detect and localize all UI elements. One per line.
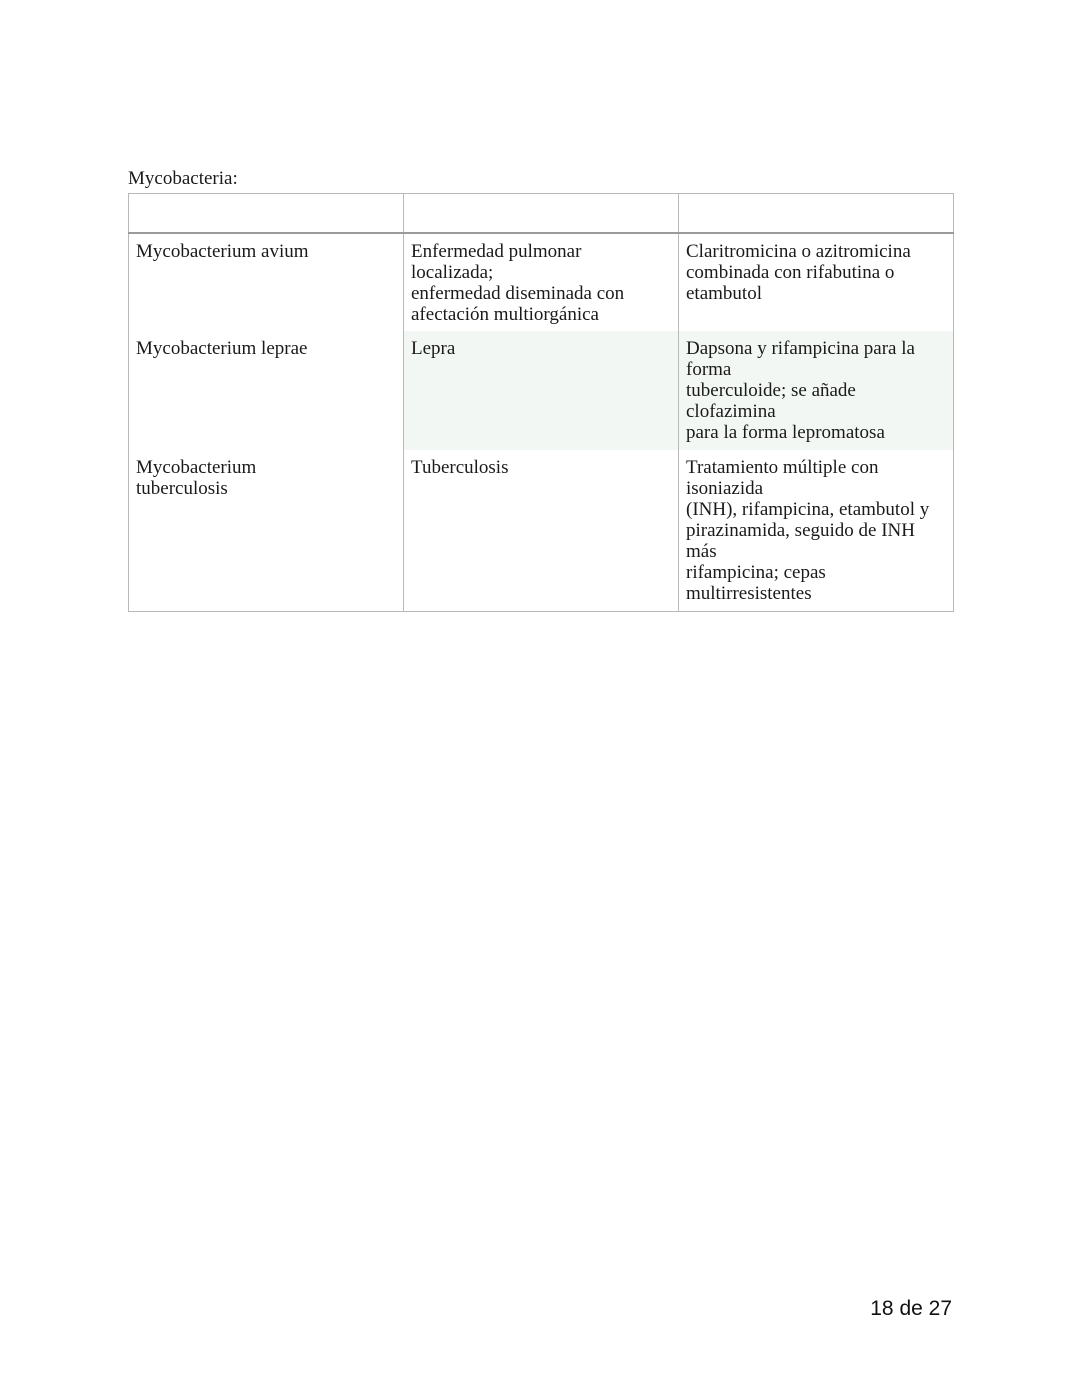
- treatment-cell: Dapsona y rifampicina para la forma tuberculoide; se añade clofazimina para la forma lepromatosa: [679, 331, 954, 450]
- header-cell: [404, 194, 679, 234]
- disease-cell: Enfermedad pulmonar localizada; enfermedad diseminada con afectación multiorgánica: [404, 233, 679, 331]
- disease-cell: Lepra: [404, 331, 679, 450]
- organism-cell: Mycobacterium tuberculosis: [129, 450, 404, 612]
- disease-cell: Tuberculosis: [404, 450, 679, 612]
- table-header-row: [129, 194, 954, 234]
- header-cell: [129, 194, 404, 234]
- organism-cell: Mycobacterium leprae: [129, 331, 404, 450]
- treatment-cell: Claritromicina o azitromicina combinada con rifabutina o etambutol: [679, 233, 954, 331]
- table-row: [129, 331, 954, 450]
- page-number: 18 de 27: [870, 1297, 952, 1320]
- table-row: [129, 450, 954, 612]
- table-row: [129, 233, 954, 331]
- mycobacteria-table: [128, 193, 954, 612]
- header-cell: [679, 194, 954, 234]
- table-caption: Mycobacteria:: [128, 168, 238, 189]
- organism-cell: Mycobacterium avium: [129, 233, 404, 331]
- treatment-cell: Tratamiento múltiple con isoniazida (INH), rifampicina, etambutol y pirazinamida, seguido de INH más rifampicina; cepas multirresistentes: [679, 450, 954, 612]
